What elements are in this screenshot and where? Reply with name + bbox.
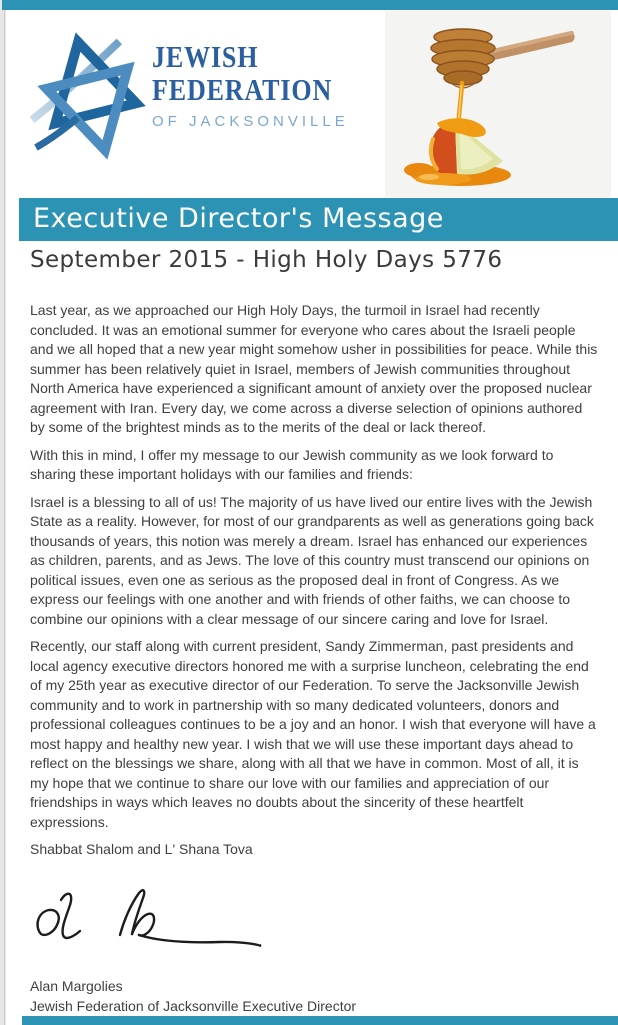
logo-line-of-jacksonville: OF JACKSONVILLE xyxy=(152,113,349,130)
body-paragraph: Recently, our staff along with current president, Sandy Zimmerman, past presidents and local agency executive directors honored me with a surprise luncheon, celebrating the end of my 25th year as executive director of our Federation. To serve the Jacksonville Jewish community and to work in partnership with so many dedicated volunteers, donors and professional colleagues continues to be a joy and an honor. I wish that everyone will have a most happy and healthy new year. I wish that we will use these important days ahead to reflect on the blessings we share, along with all that we have in common. Most of all, it is my hope that we continue to share our love with our families and appreciation of our friendships in ways which leaves no doubts about the sincerity of these heartfelt expressions. xyxy=(30,638,596,830)
handwritten-signature-image xyxy=(28,882,266,952)
signer-title: Jewish Federation of Jacksonville Executive Director xyxy=(30,998,357,1014)
bottom-accent-bar xyxy=(22,1016,618,1025)
logo-wordmark xyxy=(152,40,382,130)
logo-line-federation: FEDERATION xyxy=(152,72,333,107)
honey-dipper-apple-photo xyxy=(385,11,611,197)
banner-title: Executive Director's Message xyxy=(33,203,444,234)
body-paragraph: Israel is a blessing to all of us! The majority of us have lived our entire lives with the Jewish State as a reality. However, for most of our grandparents as well as generations going back thousands of years, this notion was merely a dream. Israel has enhanced our experiences as children, parents, and as Jews. The love of this country must transcend our opinions on political issues, even one as serious as the proposed deal in front of Congress. As we express our feelings with one another and with friends of other faiths, we can choose to combine our opinions with a clear message of our sincere caring and love for Israel. xyxy=(30,493,594,627)
message-date-heading: September 2015 - High Holy Days 5776 xyxy=(30,247,503,273)
page-left-gutter xyxy=(0,0,5,1025)
signer-name: Alan Margolies xyxy=(30,977,123,994)
body-paragraph: With this in mind, I offer my message to our Jewish community as we look forward to sharing these important holidays with our families and friends: xyxy=(30,446,554,482)
section-banner xyxy=(19,198,618,241)
closing-line: Shabbat Shalom and L' Shana Tova xyxy=(30,841,253,857)
logo-line-jewish: JEWISH xyxy=(152,39,259,74)
top-accent-bar xyxy=(2,0,618,10)
body-paragraph: Last year, as we approached our High Holy Days, the turmoil in Israel had recently concluded. It was an emotional summer for everyone who cares about the Israeli people and we all hoped that a new year might somehow usher in possibilities for peace. While this summer has been relatively quiet in Israel, members of Jewish communities throughout North America have experienced a significant amount of anxiety over the proposed nuclear agreement with Iran. Every day, we come across a diverse selection of opinions authored by some of the brightest minds as to the merits of the deal or lack thereof. xyxy=(30,302,598,435)
message-body xyxy=(30,301,599,1017)
star-of-david-icon xyxy=(30,24,154,166)
